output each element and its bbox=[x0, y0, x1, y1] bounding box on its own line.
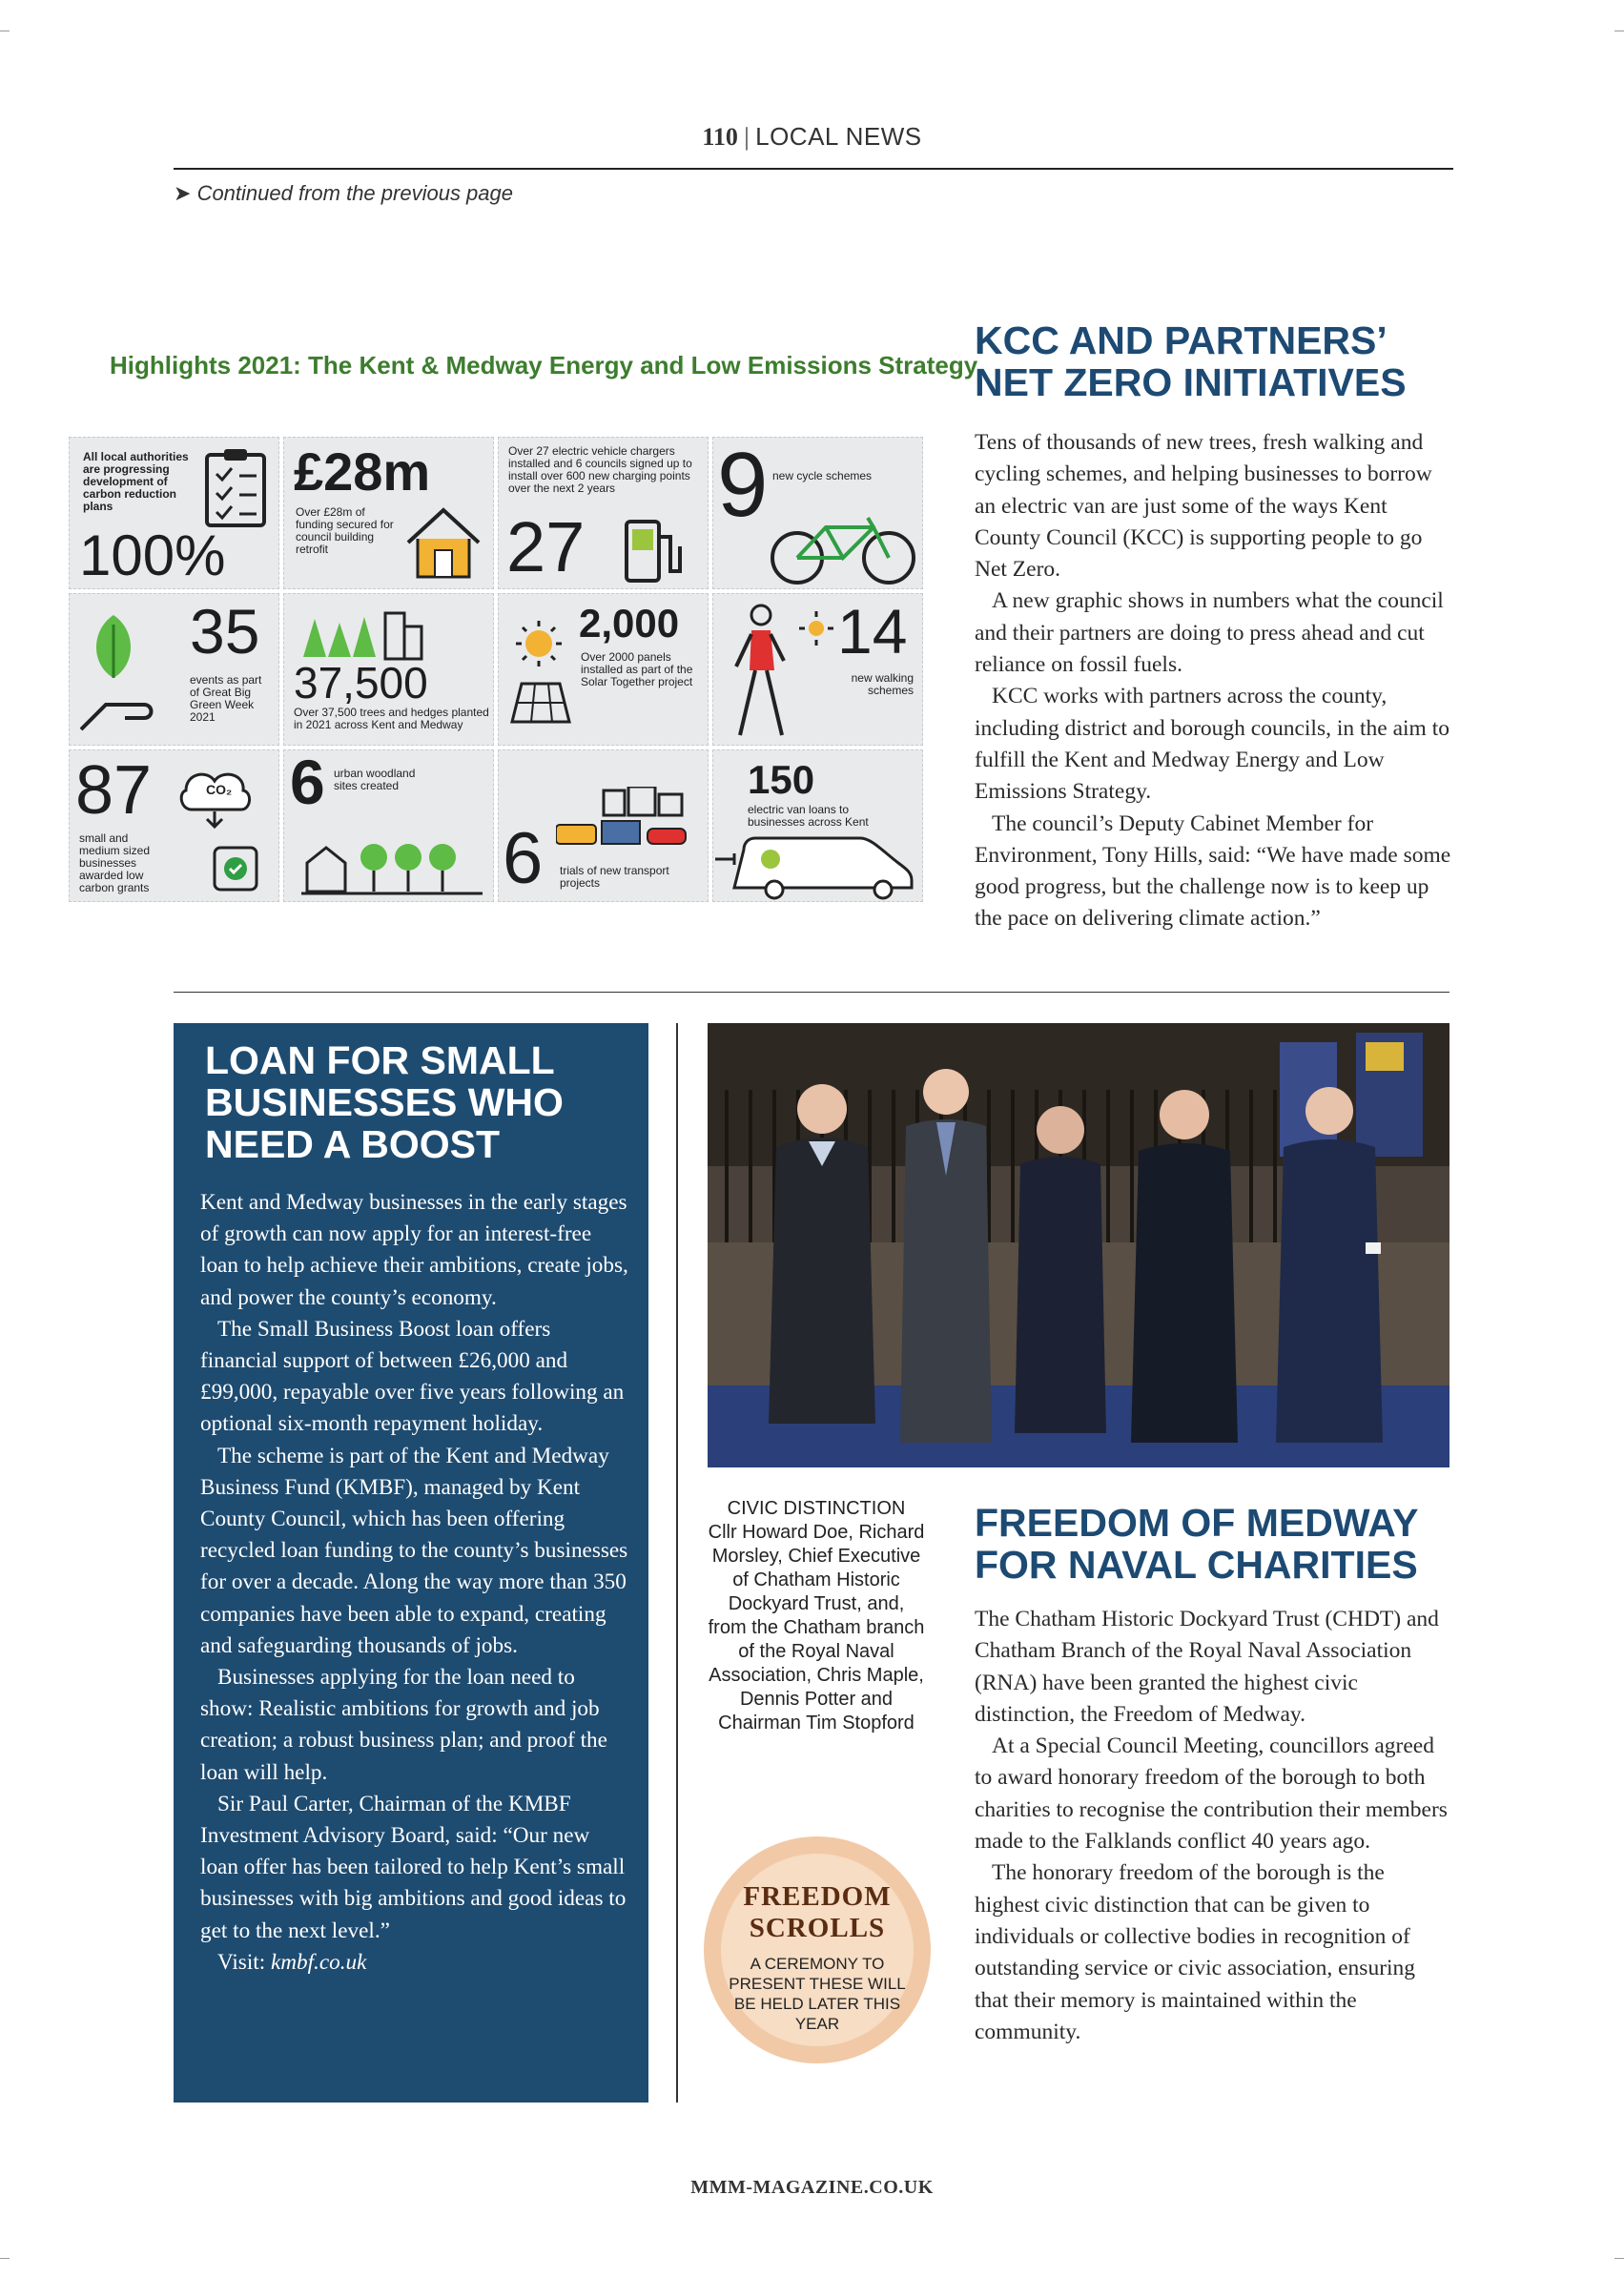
stat-urban-woodland bbox=[283, 749, 494, 902]
house-icon bbox=[402, 501, 484, 583]
stat-transport-trials bbox=[498, 749, 709, 902]
freedom-paragraph: The honorary freedom of the borough is the highest civic distinction that can be given to individuals or collective bodies in recognition of outstanding service or civic association, ensuring that their memory is maintained within the community. bbox=[975, 1860, 1416, 2044]
freedom-body bbox=[975, 1604, 1451, 2048]
loan-paragraph: Sir Paul Carter, Chairman of the KMBF Investment Advisory Board, said: “Our new loan offer has been tailored to help Kent’s small businesses with big ambitions and good ideas to get to the next level.” bbox=[200, 1791, 627, 1943]
city-transport-icon bbox=[556, 787, 699, 855]
badge-text: A CEREMONY TO PRESENT THESE WILL BE HELD LATER THIS YEAR bbox=[729, 1955, 906, 2033]
crop-mark bbox=[1614, 2258, 1624, 2259]
stat-walking-schemes bbox=[712, 593, 923, 746]
infographic-title: Highlights 2021: The Kent & Medway Energy and Low Emissions Strategy bbox=[110, 351, 978, 380]
stat-value: 150 bbox=[748, 757, 815, 802]
stat-value: 6 bbox=[290, 749, 325, 817]
stat-value: 37,500 bbox=[294, 658, 428, 708]
kcc-paragraph: The council’s Deputy Cabinet Member for Environment, Tony Hills, said: “We have made some good progress, but the challenge now is to keep up the pace on delivering climate action.” bbox=[975, 810, 1451, 932]
badge-title: FREEDOM SCROLLS bbox=[743, 1881, 892, 1943]
stat-solar-panels bbox=[498, 593, 709, 746]
walking-person-icon bbox=[723, 602, 799, 743]
stat-text: Over 27 electric vehicle chargers installed and 6 councils signed up to install over 600 new charging points over the next 2 years bbox=[508, 444, 692, 495]
sun-solar-icon bbox=[506, 615, 575, 729]
stat-text: new cycle schemes bbox=[772, 469, 873, 482]
stat-carbon-plans bbox=[69, 437, 279, 589]
stat-value: 6 bbox=[503, 818, 544, 899]
loan-paragraph: Kent and Medway businesses in the early stages of growth can now apply for an interest-free loan to help achieve their ambitions, create jobs, and power the county’s economy. bbox=[200, 1190, 628, 1310]
section-divider bbox=[174, 992, 1449, 993]
column-divider bbox=[676, 1023, 678, 2103]
arrow-right-icon: ➤ bbox=[174, 181, 192, 205]
stat-funding bbox=[283, 437, 494, 589]
stat-value: £28m bbox=[294, 441, 431, 502]
group-photo bbox=[708, 1023, 1449, 1467]
stat-text: events as part of Great Big Green Week 2021 bbox=[190, 673, 262, 724]
loan-paragraph: The Small Business Boost loan offers financial support of between £26,000 and £99,000, repayable over five years following an optional six-month repayment holiday. bbox=[200, 1316, 625, 1437]
trees-icon bbox=[294, 600, 427, 665]
section-name: LOCAL NEWS bbox=[755, 122, 922, 151]
electric-van-icon bbox=[715, 831, 921, 901]
page-number: 110 bbox=[702, 123, 738, 151]
stat-text: trials of new transport projects bbox=[560, 864, 669, 890]
kcc-heading: KCC AND PARTNERS’ NET ZERO INITIATIVES bbox=[975, 318, 1407, 404]
stat-ev-chargers bbox=[498, 437, 709, 589]
loan-visit bbox=[200, 1947, 629, 1979]
stat-text: Over 2000 panels installed as part of the Solar Together project bbox=[581, 650, 693, 688]
running-head bbox=[0, 122, 1624, 152]
woodland-houses-icon bbox=[301, 825, 483, 897]
header-rule bbox=[174, 168, 1453, 170]
co2-label: CO₂ bbox=[206, 782, 233, 797]
continued-text: Continued from the previous page bbox=[196, 181, 513, 205]
stat-value: 87 bbox=[75, 752, 153, 829]
kcc-paragraph: A new graphic shows in numbers what the council and their partners are doing to press ahead and cut reliance on fossil fuels. bbox=[975, 588, 1444, 678]
stat-text: Over 37,500 trees and hedges planted in 2021 across Kent and Medway bbox=[294, 706, 489, 731]
stat-text: urban woodland sites created bbox=[334, 767, 416, 792]
crop-mark bbox=[0, 2258, 10, 2259]
photo-scene bbox=[708, 1023, 1449, 1467]
loan-body bbox=[200, 1187, 629, 1979]
stat-electric-vans bbox=[712, 749, 923, 902]
stat-value: 14 bbox=[837, 596, 908, 667]
freedom-heading: FREEDOM OF MEDWAY FOR NAVAL CHARITIES bbox=[975, 1501, 1418, 1587]
stat-low-carbon-grants bbox=[69, 749, 279, 902]
loan-paragraph: The scheme is part of the Kent and Medway Business Fund (KMBF), managed by Kent County Council, which has been offering recycled loan funding to the county’s businesses for over a decade. Along the way more than 350 companies have been able to expand, creating and safeguarding thousands of jobs. bbox=[200, 1443, 628, 1658]
stat-value: 35 bbox=[190, 596, 260, 667]
stat-cycle-schemes bbox=[712, 437, 923, 589]
caption-title: CIVIC DISTINCTION bbox=[727, 1498, 906, 1519]
footer-site: MMM-MAGAZINE.CO.UK bbox=[690, 2177, 934, 2198]
loan-heading: LOAN FOR SMALL BUSINESSES WHO NEED A BOOST bbox=[205, 1038, 564, 1166]
photo-caption bbox=[708, 1497, 925, 1735]
visit-label: Visit: bbox=[217, 1949, 271, 1975]
ev-charger-icon bbox=[621, 518, 697, 585]
stat-text: new walking schemes bbox=[851, 671, 914, 697]
freedom-paragraph: At a Special Council Meeting, councillors agreed to award honorary freedom of the borough to both charities to recognise the contribution their members made to the Falklands conflict 40 years ago. bbox=[975, 1733, 1448, 1855]
stat-text: electric van loans to businesses across Kent bbox=[748, 803, 869, 829]
kcc-paragraph: KCC works with partners across the county, including district and borough councils, in the aim to fulfill the Kent and Medway Energy and Low Emissions Strategy. bbox=[975, 684, 1449, 805]
header-separator: | bbox=[737, 123, 756, 151]
stat-value: 100% bbox=[79, 523, 226, 587]
stat-value: 2,000 bbox=[579, 601, 680, 646]
stat-text: All local authorities are progressing development of carbon reduction plans bbox=[83, 450, 189, 513]
stat-text: small and medium sized businesses awarded low carbon grants bbox=[79, 831, 151, 894]
clipboard-icon bbox=[201, 445, 270, 529]
bicycle-icon bbox=[767, 516, 919, 586]
stat-green-week bbox=[69, 593, 279, 746]
infographic-grid bbox=[69, 437, 925, 908]
leaf-hand-icon bbox=[77, 605, 182, 739]
stat-text: Over £28m of funding secured for council building retrofit bbox=[296, 505, 394, 556]
sun-icon bbox=[795, 607, 837, 649]
loan-paragraph: Businesses applying for the loan need to show: Realistic ambitions for growth and job creation; a robust business plan; and proof the loan will help. bbox=[200, 1665, 607, 1785]
kcc-body bbox=[975, 427, 1451, 935]
stat-value: 27 bbox=[506, 507, 586, 586]
stat-value: 9 bbox=[717, 437, 769, 536]
visit-link[interactable]: kmbf.co.uk bbox=[270, 1949, 367, 1975]
continued-note bbox=[174, 181, 513, 206]
kcc-paragraph: Tens of thousands of new trees, fresh walking and cycling schemes, and helping businesses to borrow an electric van are just some of the ways Kent County Council (KCC) is supporting people to go Net Zero. bbox=[975, 430, 1432, 583]
stat-trees-planted bbox=[283, 593, 494, 746]
freedom-paragraph: The Chatham Historic Dockyard Trust (CHDT) and Chatham Branch of the Royal Naval Association (RNA) have been granted the highest civic distinction, the Freedom of Medway. bbox=[975, 1607, 1439, 1727]
caption-text: Cllr Howard Doe, Richard Morsley, Chief Executive of Chatham Historic Dockyard Trust, and, from the Chatham branch of the Royal Naval Association, Chris Maple, Dennis Potter and Chairman Tim Stopford bbox=[708, 1522, 925, 1733]
